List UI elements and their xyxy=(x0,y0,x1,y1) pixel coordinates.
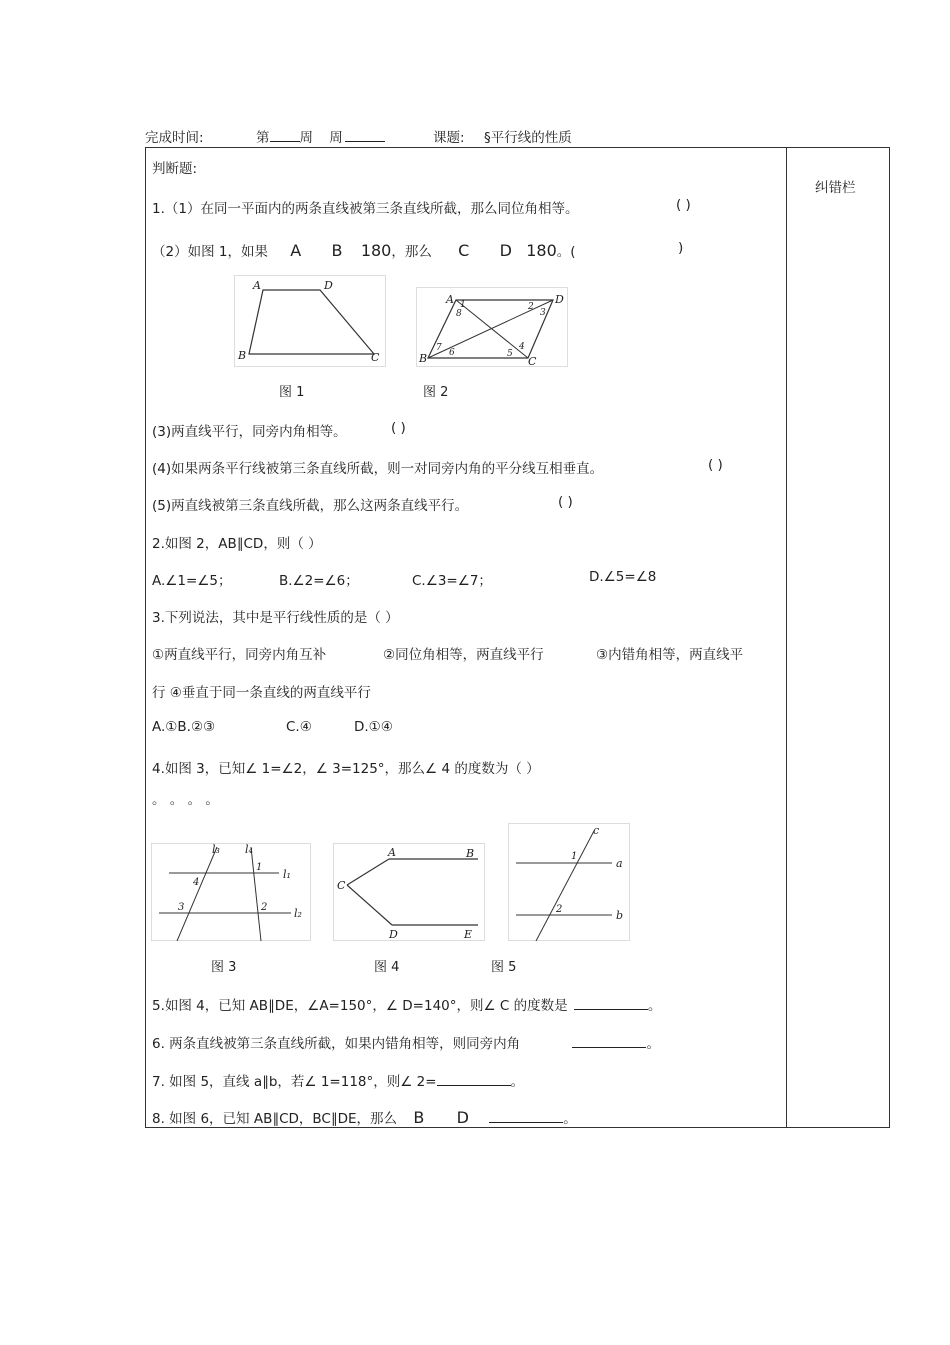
q1-part2-b: B xyxy=(331,241,343,260)
q1-part4: (4)如果两条平行线被第三条直线所截，则一对同旁内角的平分线互相垂直。 xyxy=(152,461,604,477)
figure-4 xyxy=(333,843,485,941)
q1-part2-d: D xyxy=(499,241,512,260)
fig1-label-b: B xyxy=(238,349,247,362)
section-title: 判断题: xyxy=(152,161,198,177)
figure-2 xyxy=(416,287,568,367)
q8-end: 。 xyxy=(563,1111,577,1127)
q8-text: 8. 如图 6，已知 AB∥CD，BC∥DE，那么 xyxy=(152,1111,398,1127)
fig3-label-l1: l₁ xyxy=(283,868,291,881)
fig2-label-c: C xyxy=(528,355,537,367)
q1-part2-prefix: （2）如图 1，如果 xyxy=(152,244,268,260)
q2-option-b[interactable]: B.∠2=∠6； xyxy=(279,573,359,589)
fig2-label-b: B xyxy=(419,352,428,365)
q1-part1: 1.（1）在同一平面内的两条直线被第三条直线所截，那么同位角相等。 xyxy=(152,201,579,217)
fig3-caption: 图 3 xyxy=(211,960,237,975)
q5 xyxy=(152,994,661,1014)
q1-part2-180b: 180 xyxy=(526,241,557,260)
fig2-label-a: A xyxy=(446,293,454,306)
q7-text: 7. 如图 5，直线 a∥b，若∠ 1=118°，则∠ 2= xyxy=(152,1074,437,1090)
q1-part2-paren-close[interactable]: ) xyxy=(678,240,684,256)
q6 xyxy=(152,1032,660,1052)
finish-time-label: 完成时间: xyxy=(145,130,204,146)
fig1-caption: 图 1 xyxy=(279,385,305,400)
q3-statement-1: ①两直线平行，同旁内角互补 xyxy=(152,647,327,663)
fig4-caption: 图 4 xyxy=(374,960,400,975)
q8-answer-blank[interactable] xyxy=(489,1109,563,1123)
q3-option-c[interactable]: C.④ xyxy=(286,719,312,735)
fig2-angle-3: 3 xyxy=(540,308,546,318)
q2-option-a[interactable]: A.∠1=∠5； xyxy=(152,573,232,589)
q6-answer-blank[interactable] xyxy=(572,1034,646,1048)
q7 xyxy=(152,1070,524,1090)
fig2-angle-7: 7 xyxy=(436,343,442,353)
q5-text: 5.如图 4，已知 AB∥DE，∠A=150°，∠ D=140°，则∠ C 的度数是 xyxy=(152,998,568,1014)
q1-part3-paren[interactable]: ( ) xyxy=(391,420,406,436)
fig5-angle-1: 1 xyxy=(571,851,578,862)
figure-1 xyxy=(234,275,386,367)
fig1-label-c: C xyxy=(371,351,380,364)
q1-part1-paren[interactable]: ( ) xyxy=(676,197,691,213)
fig2-label-d: D xyxy=(555,293,564,306)
q5-end: 。 xyxy=(647,998,662,1014)
day-blank[interactable] xyxy=(345,128,385,142)
q1-part2-180a: 180 xyxy=(360,241,392,260)
fig4-label-e: E xyxy=(464,928,473,941)
q2-option-d[interactable]: D.∠5=∠8 xyxy=(589,569,657,585)
q1-part2-end: 。( xyxy=(556,244,576,260)
fig2-angle-4: 4 xyxy=(519,342,525,352)
week-number-blank[interactable] xyxy=(270,128,300,142)
q2-stem: 2.如图 2，AB∥CD，则（ ） xyxy=(152,536,322,552)
fig2-caption: 图 2 xyxy=(423,385,449,400)
q1-part2-mid: ，那么 xyxy=(391,244,432,260)
sidebar-title: 纠错栏 xyxy=(815,180,856,196)
q3-statement-3: ③内错角相等，两直线平 xyxy=(596,647,744,663)
column-divider xyxy=(786,147,787,1128)
q7-answer-blank[interactable] xyxy=(437,1072,511,1086)
fig4-label-a: A xyxy=(388,846,396,859)
q3-stem: 3.下列说法，其中是平行线性质的是（ ） xyxy=(152,610,399,626)
fig3-angle-3: 3 xyxy=(178,902,185,913)
q8-b: B xyxy=(413,1108,425,1127)
topic-label: 课题: xyxy=(433,130,465,146)
q8 xyxy=(152,1107,577,1127)
fig4-label-b: B xyxy=(466,847,475,860)
fig5-angle-2: 2 xyxy=(556,904,563,915)
fig5-caption: 图 5 xyxy=(491,960,517,975)
q3-option-d[interactable]: D.①④ xyxy=(354,719,393,735)
q3-statement-4: 行 ④垂直于同一条直线的两直线平行 xyxy=(152,685,371,701)
fig1-label-a: A xyxy=(253,279,261,292)
q8-d: D xyxy=(456,1108,469,1127)
q6-text: 6. 两条直线被第三条直线所截，如果内错角相等，则同旁内角 xyxy=(152,1036,521,1052)
q1-part2-a: A xyxy=(290,241,302,260)
q4-stem: 4.如图 3，已知∠ 1=∠2，∠ 3=125°，那么∠ 4 的度数为（ ） xyxy=(152,761,540,777)
q1-part2-c: C xyxy=(458,241,470,260)
fig4-label-d: D xyxy=(389,928,398,941)
fig2-angle-5: 5 xyxy=(507,349,513,359)
fig4-label-c: C xyxy=(337,879,346,892)
q6-end: 。 xyxy=(646,1036,660,1052)
week-label: 周 xyxy=(299,130,313,146)
q1-part4-paren[interactable]: ( ) xyxy=(708,457,723,473)
q3-statement-2: ②同位角相等，两直线平行 xyxy=(383,647,544,663)
fig3-label-l3: l₃ xyxy=(212,843,220,856)
week-prefix: 第 xyxy=(256,130,270,146)
fig3-label-l2: l₂ xyxy=(294,907,302,920)
q4-dots: 。 。 。 。 xyxy=(152,792,219,808)
figure-3 xyxy=(151,843,311,941)
day-label: 周 xyxy=(329,130,343,146)
q1-part2 xyxy=(152,240,576,260)
fig3-angle-1: 1 xyxy=(256,862,263,873)
q1-part3: (3)两直线平行，同旁内角相等。 xyxy=(152,424,347,440)
fig2-angle-6: 6 xyxy=(449,348,455,358)
week-field xyxy=(256,126,385,146)
q5-answer-blank[interactable] xyxy=(574,996,648,1010)
fig2-angle-8: 8 xyxy=(456,309,462,319)
topic-value: §平行线的性质 xyxy=(484,130,572,146)
fig5-label-a: a xyxy=(616,857,623,870)
q2-option-c[interactable]: C.∠3=∠7； xyxy=(412,573,492,589)
fig5-label-c: c xyxy=(593,824,600,837)
fig1-label-d: D xyxy=(324,279,333,292)
fig3-label-l4: l₄ xyxy=(245,843,253,856)
fig3-angle-2: 2 xyxy=(261,902,268,913)
q3-option-ab[interactable]: A.①B.②③ xyxy=(152,719,216,735)
q7-end: 。 xyxy=(510,1074,525,1090)
q1-part5: (5)两直线被第三条直线所截，那么这两条直线平行。 xyxy=(152,498,469,514)
fig3-angle-4: 4 xyxy=(193,877,200,888)
fig2-angle-1: 1 xyxy=(460,300,466,310)
figure-5 xyxy=(508,823,630,941)
fig5-label-b: b xyxy=(616,909,624,922)
fig2-angle-2: 2 xyxy=(528,302,534,312)
q1-part5-paren[interactable]: ( ) xyxy=(558,494,573,510)
